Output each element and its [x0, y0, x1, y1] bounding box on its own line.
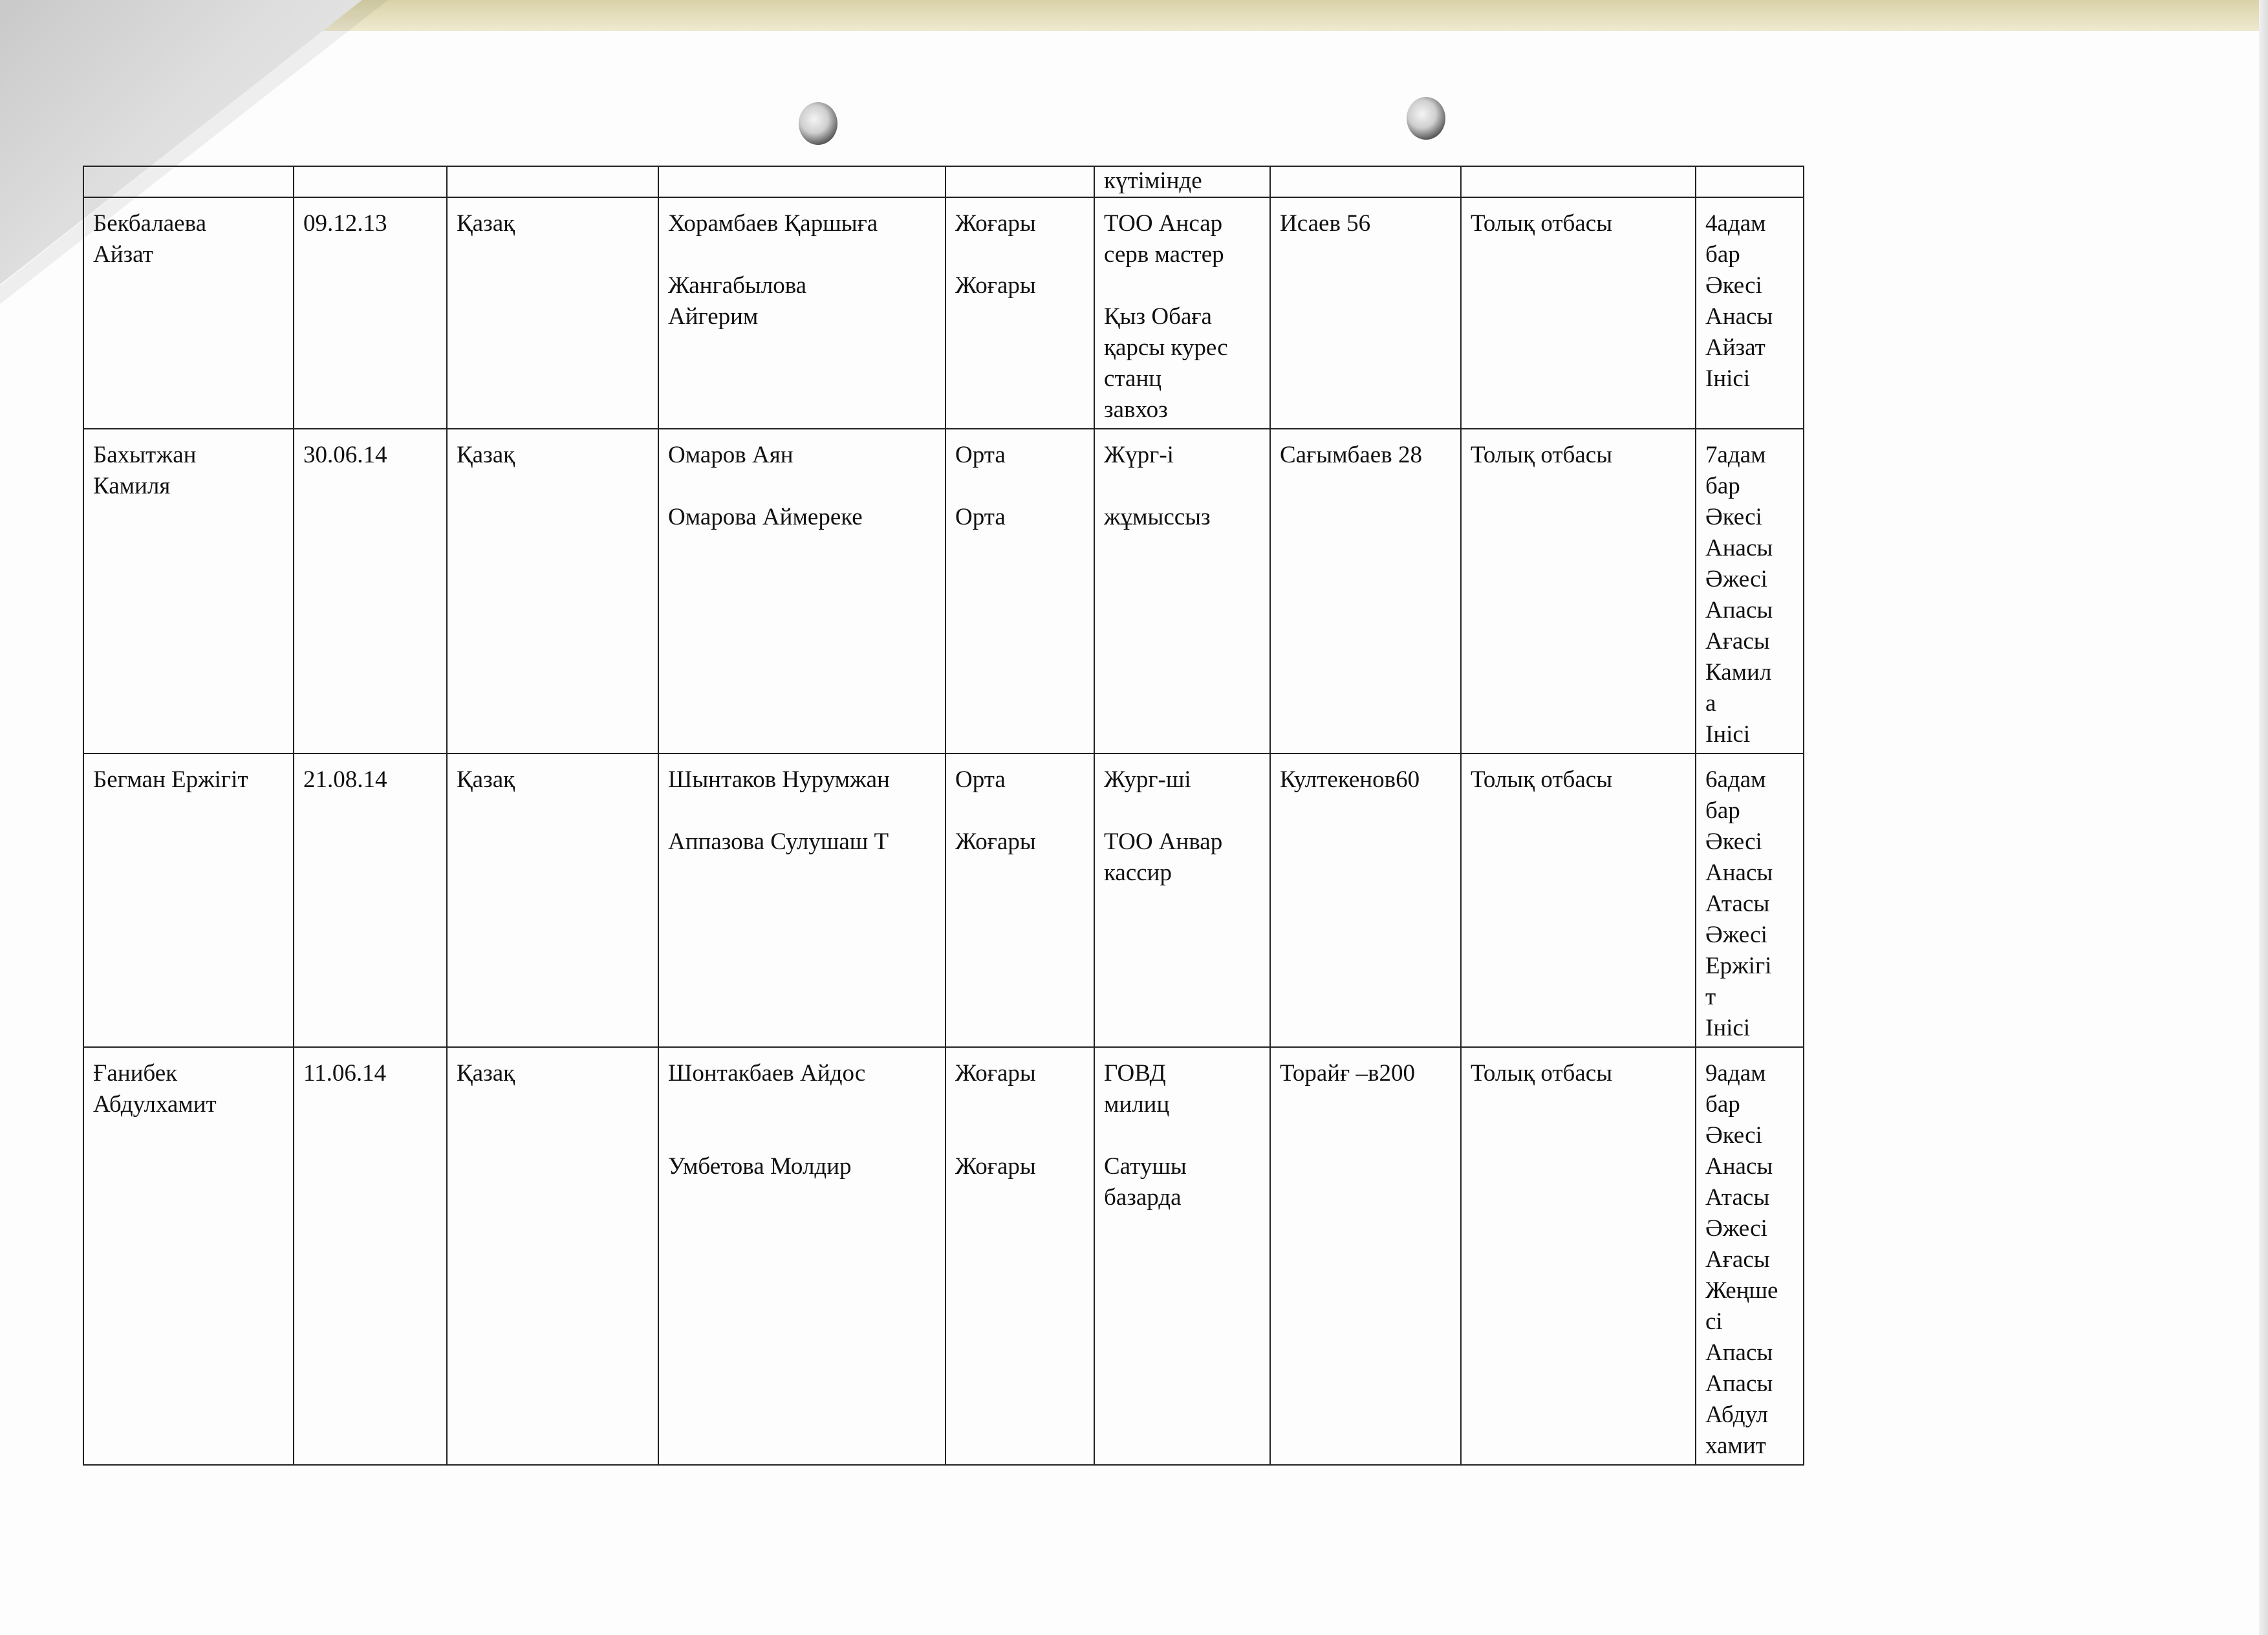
parents-cell: Шынтаков Нурумжан Аппазова Сулушаш Т: [658, 753, 945, 1047]
address-cell: Исаев 56: [1270, 197, 1461, 429]
family-status-cell: Толық отбасы: [1461, 753, 1696, 1047]
education-cell: Орта Жоғары: [945, 753, 1094, 1047]
punch-hole-left: [799, 102, 837, 145]
education-cell: Жоғары Жоғары: [945, 1047, 1094, 1465]
child-name-cell: Бахытжан Камиля: [83, 429, 294, 753]
education-cell: Орта Орта: [945, 429, 1094, 753]
parents-cell: Шонтакбаев Айдос Умбетова Молдир: [658, 1047, 945, 1465]
nationality-cell: Қазақ: [447, 197, 658, 429]
work-cell: Жург-ші ТОО Анвар кассир: [1094, 753, 1270, 1047]
child-name-cell: Ғанибек Абдулхамит: [83, 1047, 294, 1465]
family-members-cell: 6адам бар Әкесі Анасы Атасы Әжесі Ержігі т Інісі: [1696, 753, 1804, 1047]
work-cell: ТОО Ансар серв мастер Қыз Обаға қарсы курес станц завхоз: [1094, 197, 1270, 429]
nationality-cell: Қазақ: [447, 753, 658, 1047]
nationality-cell: Қазақ: [447, 1047, 658, 1465]
parents-cell: Омаров Аян Омарова Аймереке: [658, 429, 945, 753]
care-header-cell: күтімінде: [1094, 166, 1270, 197]
punch-hole-right: [1407, 97, 1445, 140]
family-status-cell: Толық отбасы: [1461, 197, 1696, 429]
education-cell: Жоғары Жоғары: [945, 197, 1094, 429]
birth-date-cell: 11.06.14: [294, 1047, 447, 1465]
partial-header-row: [83, 166, 1804, 197]
work-cell: Жүрг-і жұмыссыз: [1094, 429, 1270, 753]
work-cell: ГОВД милиц Сатушы базарда: [1094, 1047, 1270, 1465]
family-members-cell: 4адам бар Әкесі Анасы Айзат Інісі: [1696, 197, 1804, 429]
table-row: [83, 1047, 1804, 1465]
family-registry-table: [83, 166, 1804, 1466]
parents-cell: Хорамбаев Қаршыға Жангабылова Айгерим: [658, 197, 945, 429]
family-status-cell: Толық отбасы: [1461, 1047, 1696, 1465]
address-cell: Сағымбаев 28: [1270, 429, 1461, 753]
paper-right-edge: [2259, 0, 2268, 1635]
address-cell: Култекенов60: [1270, 753, 1461, 1047]
family-members-cell: 9адам бар Әкесі Анасы Атасы Әжесі Ағасы Жеңше сі Апасы Апасы Абдул хамит: [1696, 1047, 1804, 1465]
family-members-cell: 7адам бар Әкесі Анасы Әжесі Апасы Ағасы Камил а Інісі: [1696, 429, 1804, 753]
nationality-cell: Қазақ: [447, 429, 658, 753]
family-status-cell: Толық отбасы: [1461, 429, 1696, 753]
birth-date-cell: 30.06.14: [294, 429, 447, 753]
child-name-cell: Бекбалаева Айзат: [83, 197, 294, 429]
table-row: [83, 429, 1804, 753]
birth-date-cell: 21.08.14: [294, 753, 447, 1047]
birth-date-cell: 09.12.13: [294, 197, 447, 429]
address-cell: Торайғ –в200: [1270, 1047, 1461, 1465]
table-row: [83, 197, 1804, 429]
child-name-cell: Бегман Ержігіт: [83, 753, 294, 1047]
table-row: [83, 753, 1804, 1047]
